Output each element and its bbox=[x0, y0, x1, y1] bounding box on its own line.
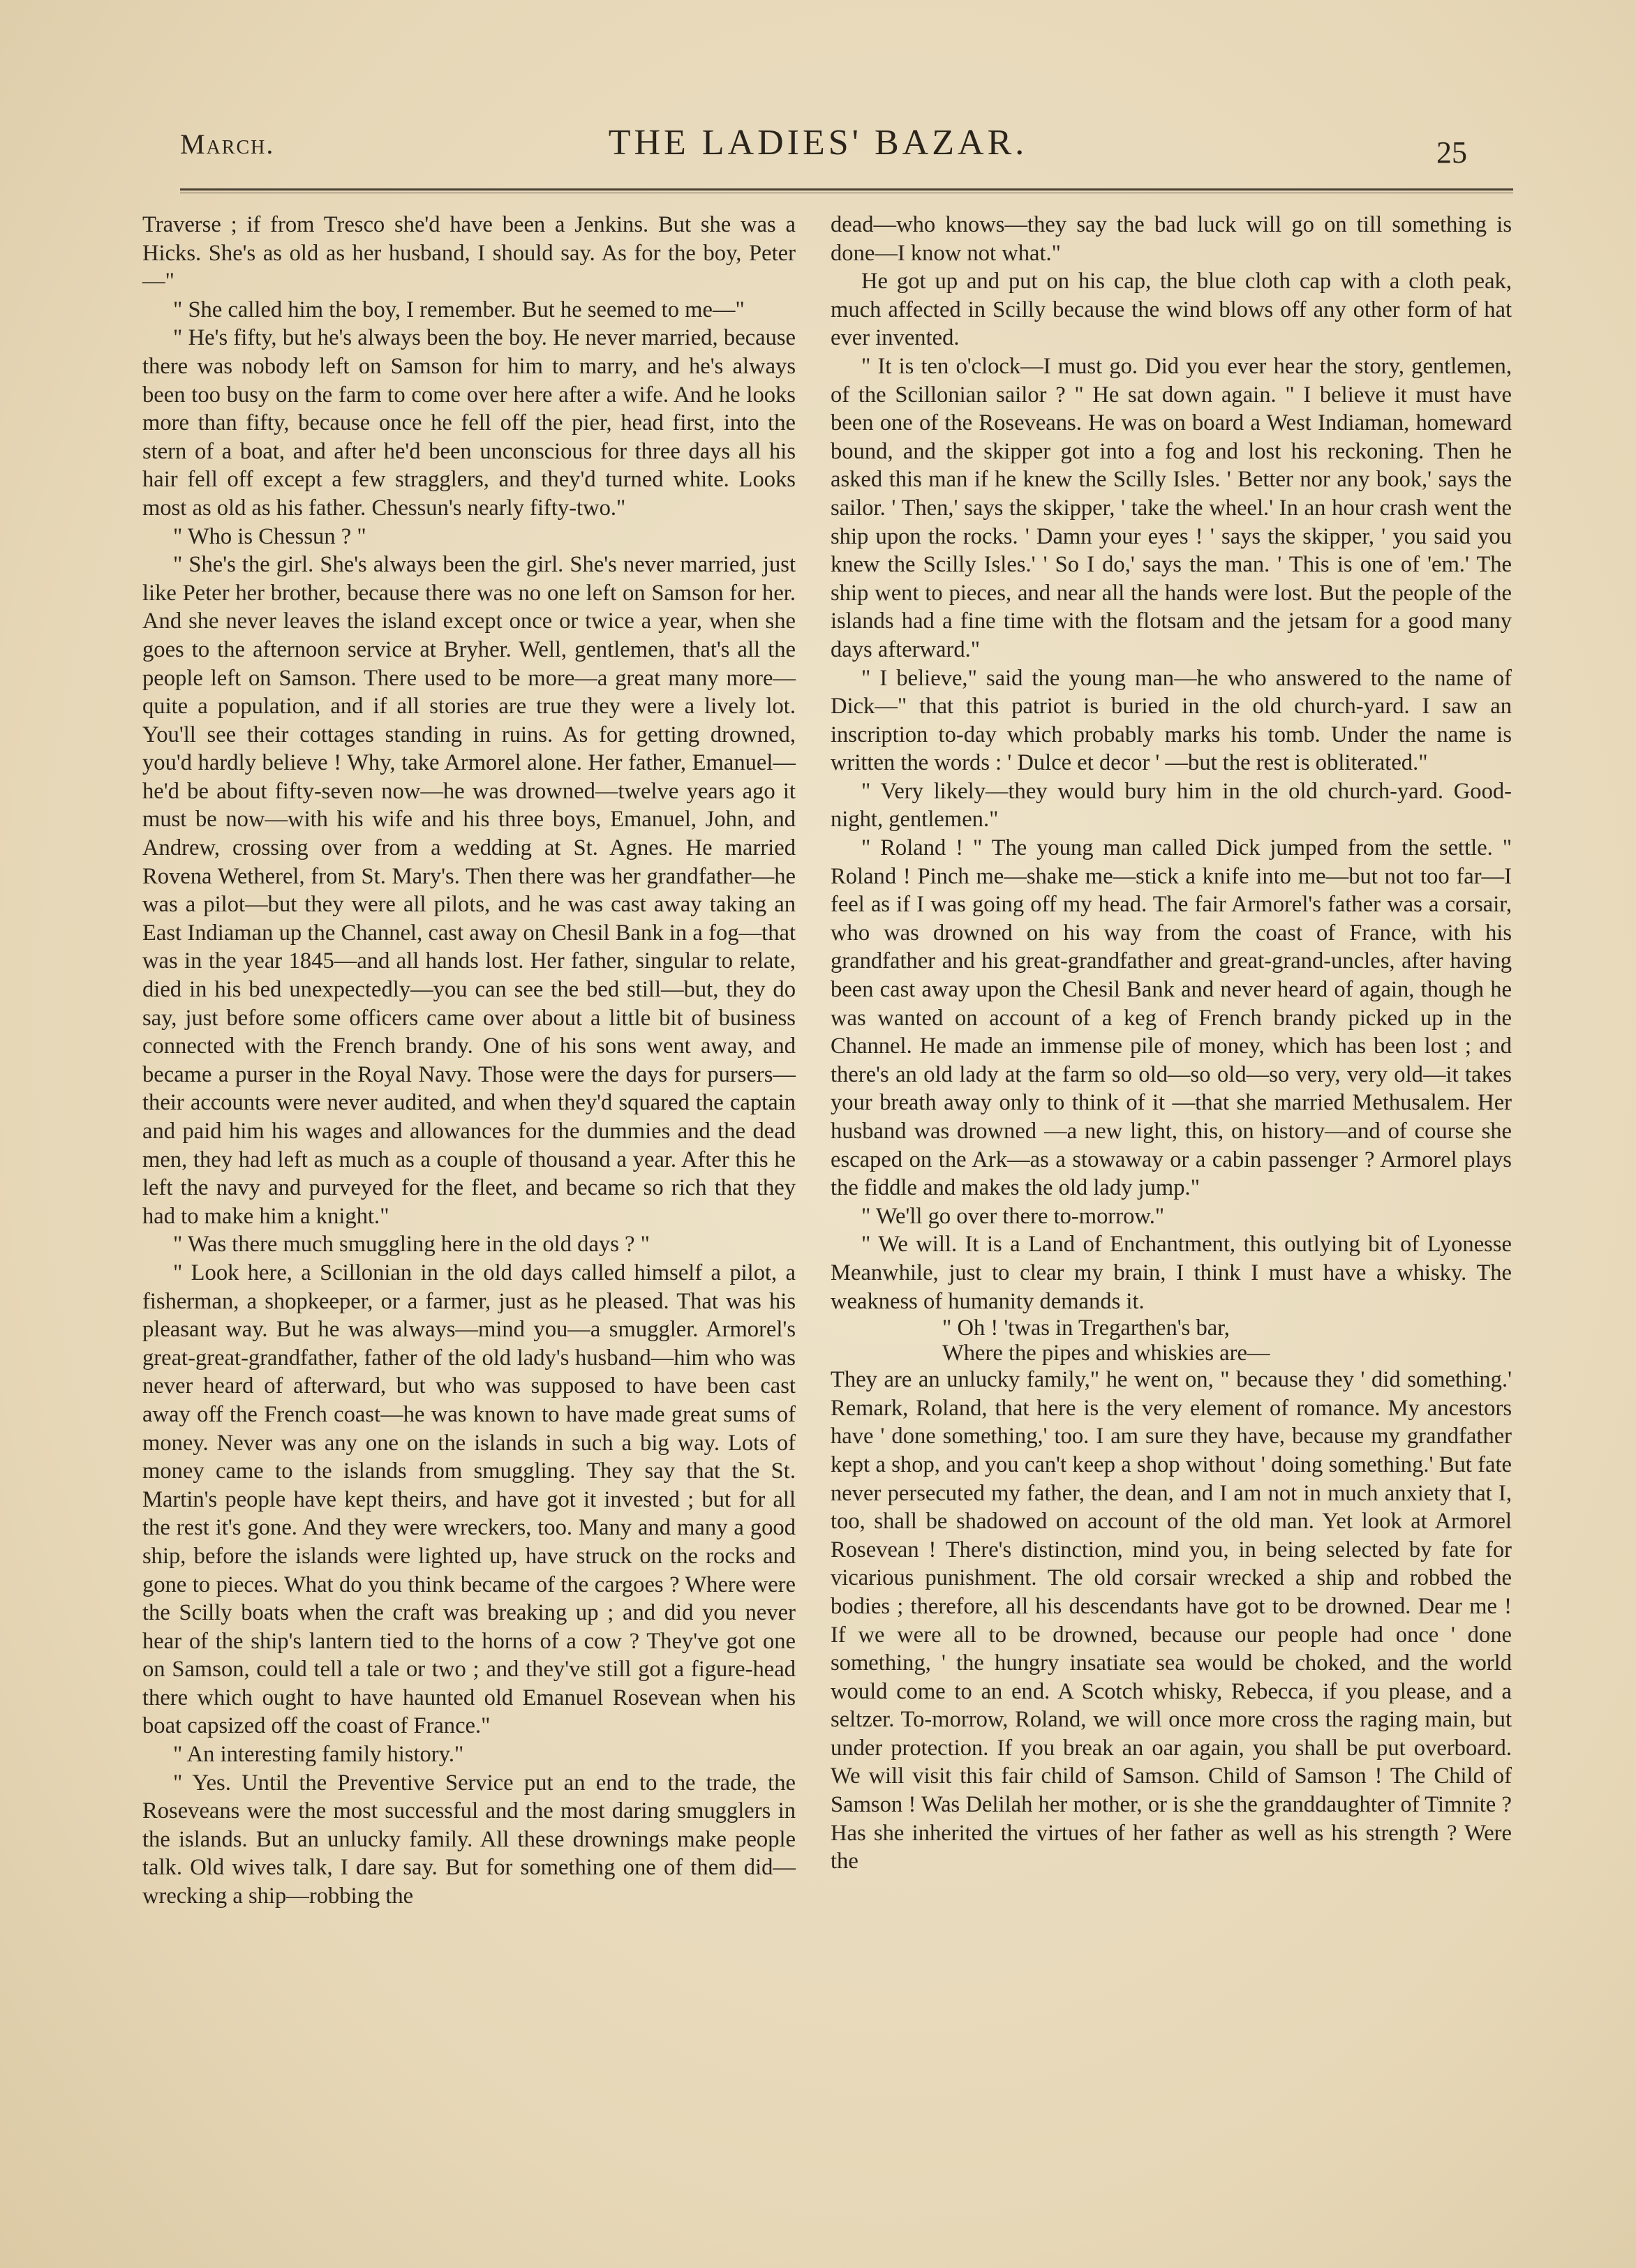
header-rule bbox=[180, 188, 1513, 191]
page-number: 25 bbox=[1436, 135, 1467, 170]
header-month: March. bbox=[180, 128, 275, 160]
paragraph: " It is ten o'clock—I must go. Did you ever hear the story, gentlemen, of the Scillonian sailor ? " He sat down again. " I believe it must have been one of the Roseveans. He was on board a West Indiaman, homeward bound, and the skipper got into a fog and lost his reckoning. Then he asked this man if he knew the Scilly Isles. ' Better nor any book,' says the sailor. ' Then,' says the skipper, ' take the wheel.' In an hour crash went the ship upon the rocks. ' Damn your eyes ! ' says the skipper, ' you said you knew the Scilly Isles.' ' So I do,' says the man. ' This is one of 'em.' The ship went to pieces, and near all the hands were lost. But the people of the islands had a fine time with the flotsam and the jetsam for a good many days afterward." bbox=[831, 353, 1512, 662]
right-column-paragraphs bbox=[831, 211, 1512, 1315]
paragraph: " I believe," said the young man—he who answered to the name of Dick—" that this patriot is buried in the old church-yard. I saw an inscription to-day which probably marks his tomb. Under the name is written the words : ' Dulce et decor ' —but the rest is obliterated." bbox=[831, 665, 1512, 776]
paragraph: " He's fifty, but he's always been the boy. He never married, because there was nobody left on Samson for him to marry, and he's always been too busy on the farm to come over here after a wife. And he looks more than fifty, because once he fell off the pier, head first, into the stern of a boat, and after he'd been unconscious for three days all his hair fell off except a few stragglers, and they'd turned white. Looks most as old as his father. Chessun's nearly fifty-two." bbox=[142, 325, 796, 521]
page-header bbox=[0, 122, 1636, 178]
paragraph: " An interesting family history." bbox=[173, 1742, 464, 1768]
paragraph: " Who is Chessun ? " bbox=[173, 523, 366, 549]
paragraph: " Was there much smuggling here in the old days ? " bbox=[173, 1232, 650, 1258]
paragraph: " She called him the boy, I remember. But he seemed to me—" bbox=[173, 297, 745, 322]
paragraph: dead—who knows—they say the bad luck will go on till something is done—I know not what." bbox=[831, 212, 1512, 266]
paragraph: " Look here, a Scillonian in the old days called himself a pilot, a fisherman, a shopkeeper, or a farmer, just as he pleased. That was his pleasant way. But he was always—mind you—a smuggler. Armorel's great-great-grandfather, father of the old lady's husband—him who was never heard of afterward, but who was supposed to have been cast away off the French coast—he was known to have made great sums of money. Never was any one on the islands in such a big way. Lots of money came to the islands from smuggling. They say that the St. Martin's people have kept theirs, and have got it invested ; but for all the rest it's gone. And they were wreckers, too. Many and many a good ship, before the islands were lighted up, have struck on the rocks and gone to pieces. What do you think became of the cargoes ? Where were the Scilly boats when the craft was breaking up ; and did you never hear of the ship's lantern tied to the horns of a cow ? They've got one on Samson, could tell a tale or two ; and they've still got a figure-head there which ought to have haunted old Emanuel Rosevean when his boat capsized off the coast of France." bbox=[142, 1260, 796, 1739]
paragraph: " Very likely—they would bury him in the old church-yard. Good-night, gentlemen." bbox=[831, 778, 1512, 833]
magazine-title: THE LADIES' BAZAR. bbox=[608, 123, 1028, 163]
paragraph: " We will. It is a Land of Enchantment, this outlying bit of Lyonesse Meanwhile, just to clear my brain, I think I must have a whisky. The weakness of humanity demands it. bbox=[831, 1232, 1512, 1314]
right-column bbox=[831, 211, 1512, 1876]
paragraph: " Roland ! " The young man called Dick jumped from the settle. " Roland ! Pinch me—shake me—stick a knife into me—but not too far—I feel as if I was going off my head. The fair Armorel's father was a corsair, who was drowned on his way from the coast of France, with his grandfather and his great-grandfather and great-grand-uncles, after having been cast away upon the Chesil Bank and never heard of again, though he was wanted on account of a keg of French brandy picked up in the Channel. He made an immense pile of money, which has been lost ; and there's an old lady at the farm so old—so old—so very, very old—it takes your breath away only to think of it —that she married Methusalem. Her husband was drowned —a new light, this, on history—and of course she escaped on the Ark—as a stowaway or a cabin passenger ? Armorel plays the fiddle and makes the old lady jump." bbox=[831, 835, 1512, 1201]
paragraph: " We'll go over there to-morrow." bbox=[861, 1203, 1165, 1229]
verse-quote bbox=[831, 1315, 1512, 1366]
paragraph: " She's the girl. She's always been the girl. She's never married, just like Peter her brother, because there was no one left on Samson for her. And she never leaves the island except once or twice a year, when she goes to the afternoon service at Bryher. Well, gentlemen, that's all the people left on Samson. There used to be more—a great many more—quite a population, and if all stories are true they were a lively lot. You'll see their cottages standing in ruins. As for getting drowned, you'd hardly believe ! Why, take Armorel alone. Her father, Emanuel—he'd be about fifty-seven now—he was drowned—twelve years ago it must be now—with his wife and his three boys, Emanuel, John, and Andrew, crossing over from a wedding at St. Agnes. He married Rovena Wetherel, from St. Mary's. Then there was her grandfather—he was a pilot—but they were all pilots, and he was cast away taking an East Indiaman up the Channel, cast away on Chesil Bank in a fog—that was in the year 1845—and all hands lost. Her father, singular to relate, died in his bed unexpectedly—you can see the bed still—but, they do say, just before some officers came over about a little bit of business connected with the French brandy. One of his sons went away, and became a purser in the Royal Navy. Those were the days for pursers—their accounts were never audited, and when they'd squared the captain and paid him his wages and allowances for the dummies and the dead men, they had left as much as a couple of thousand a year. After this he left the navy and purveyed for the fleet, and became so rich that they had to make him a knight." bbox=[142, 552, 796, 1229]
paragraph: He got up and put on his cap, the blue cloth cap with a cloth peak, much affected in Scilly because the wind blows off any other form of hat ever invented. bbox=[831, 269, 1512, 351]
paragraph: Traverse ; if from Tresco she'd have been a Jenkins. But she was a Hicks. She's as old as her husband, I should say. As for the boy, Peter—" bbox=[142, 212, 796, 294]
left-column bbox=[142, 211, 796, 1911]
paragraph: " Yes. Until the Preventive Service put an end to the trade, the Roseveans were the most successful and the most daring smugglers in the islands. But an unlucky family. All these drownings make people talk. Old wives talk, I dare say. But for something one of them did—wrecking a ship—robbing the bbox=[142, 1770, 796, 1909]
verse-line: Where the pipes and whiskies are— bbox=[942, 1341, 1270, 1366]
verse-line: " Oh ! 'twas in Tregarthen's bar, bbox=[942, 1315, 1230, 1341]
paragraph: They are an unlucky family," he went on, " because they ' did something.' Remark, Roland, that here is the very element of romance. My ancestors have ' done something,' too. I am sure they have, because my grandfather kept a shop, and you can't keep a shop without ' doing something.' But fate never persecuted my father, the dean, and I am not in much anxiety that I, too, shall be shadowed on account of the old man. Yet look at Armorel Rosevean ! There's distinction, mind you, in being selected by fate for vicarious punishment. The old corsair wrecked a ship and robbed the bodies ; therefore, all his descendants have got to be drowned. Dear me ! If we were all to be drowned, because our people had once ' done something, ' the hungry insatiate sea would be choked, and the world would come to an end. A Scotch whisky, Rebecca, if you please, and a seltzer. To-morrow, Roland, we will once more cross the raging main, but under protection. If you break an oar again, you shall be put overboard. We will visit this fair child of Samson. Child of Samson ! The Child of Samson ! Was Delilah her mother, or is she the granddaughter of Timnite ? Has she inherited the virtues of her father as well as his strength ? Were the bbox=[831, 1367, 1512, 1874]
